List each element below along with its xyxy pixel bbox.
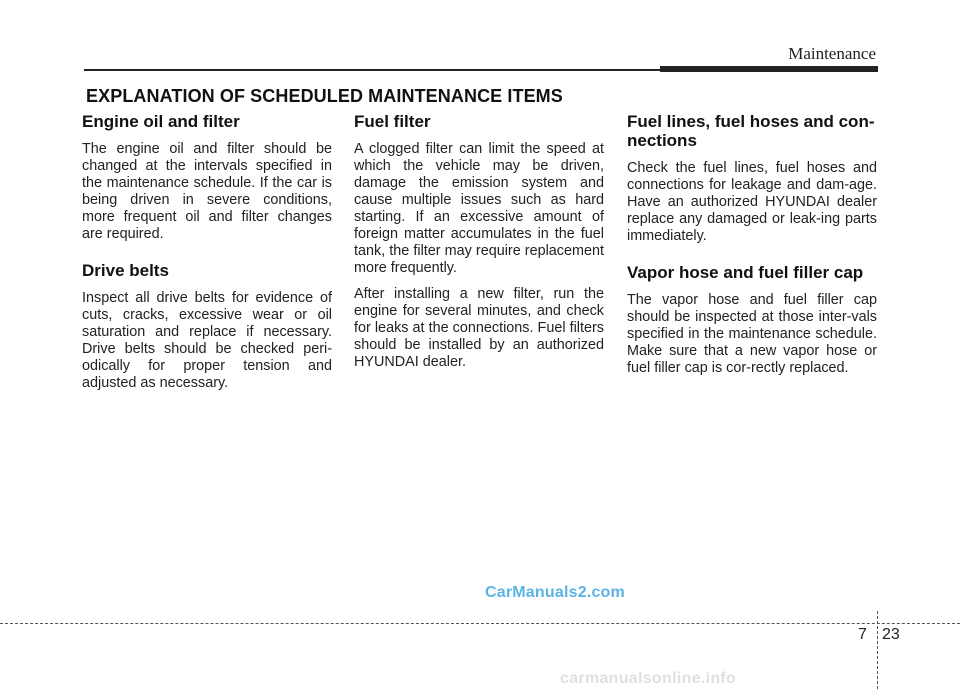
column-3 — [627, 112, 877, 386]
heading-fuel-filter: Fuel filter — [354, 112, 431, 131]
heading-fuel-lines: Fuel lines, fuel hoses and con-nections — [627, 112, 875, 150]
bottom-watermark: carmanualsonline.info — [560, 670, 737, 687]
footer-vertical-divider — [877, 611, 878, 689]
column-2 — [354, 112, 604, 380]
paragraph-fuel-lines: Check the fuel lines, fuel hoses and connections for leakage and dam-age. Have an authorized HYUNDAI dealer replace any damaged or leak-ing parts immediately. — [627, 160, 877, 244]
heading-drive-belts: Drive belts — [82, 261, 169, 280]
page-number: 23 — [882, 626, 900, 643]
paragraph-drive-belts: Inspect all drive belts for evidence of cuts, cracks, excessive wear or oil saturation and replace if necessary. Drive belts should be checked peri-odically for proper tension and adjusted as necessary. — [82, 290, 332, 391]
paragraph-fuel-filter-2: After installing a new filter, run the engine for several minutes, and check for leaks at the connections. Fuel filters should be installed by an authorized HYUNDAI dealer. — [354, 286, 604, 370]
header-rule-thin — [84, 69, 662, 71]
chapter-number: 7 — [858, 626, 867, 643]
column-1 — [82, 112, 332, 401]
paragraph-engine-oil: The engine oil and filter should be changed at the intervals specified in the maintenance schedule. If the car is being driven in severe conditions, more frequent oil and filter changes are required. — [82, 141, 332, 242]
footer-divider — [0, 623, 960, 624]
section-title: EXPLANATION OF SCHEDULED MAINTENANCE ITEMS — [86, 86, 563, 106]
paragraph-vapor-hose: The vapor hose and fuel filler cap should be inspected at those inter-vals specified in the maintenance schedule. Make sure that a new vapor hose or fuel filler cap is cor-rectly replaced. — [627, 292, 877, 376]
heading-engine-oil: Engine oil and filter — [82, 112, 240, 131]
heading-vapor-hose: Vapor hose and fuel filler cap — [627, 263, 864, 282]
page-header-title: Maintenance — [788, 44, 876, 63]
paragraph-fuel-filter-1: A clogged filter can limit the speed at which the vehicle may be driven, damage the emission system and cause multiple issues such as hard starting. If an excessive amount of foreign matter accumulates in the fuel tank, the filter may require replacement more frequently. — [354, 141, 604, 276]
watermark-link[interactable]: CarManuals2.com — [485, 584, 625, 601]
header-rule-thick — [660, 66, 878, 72]
